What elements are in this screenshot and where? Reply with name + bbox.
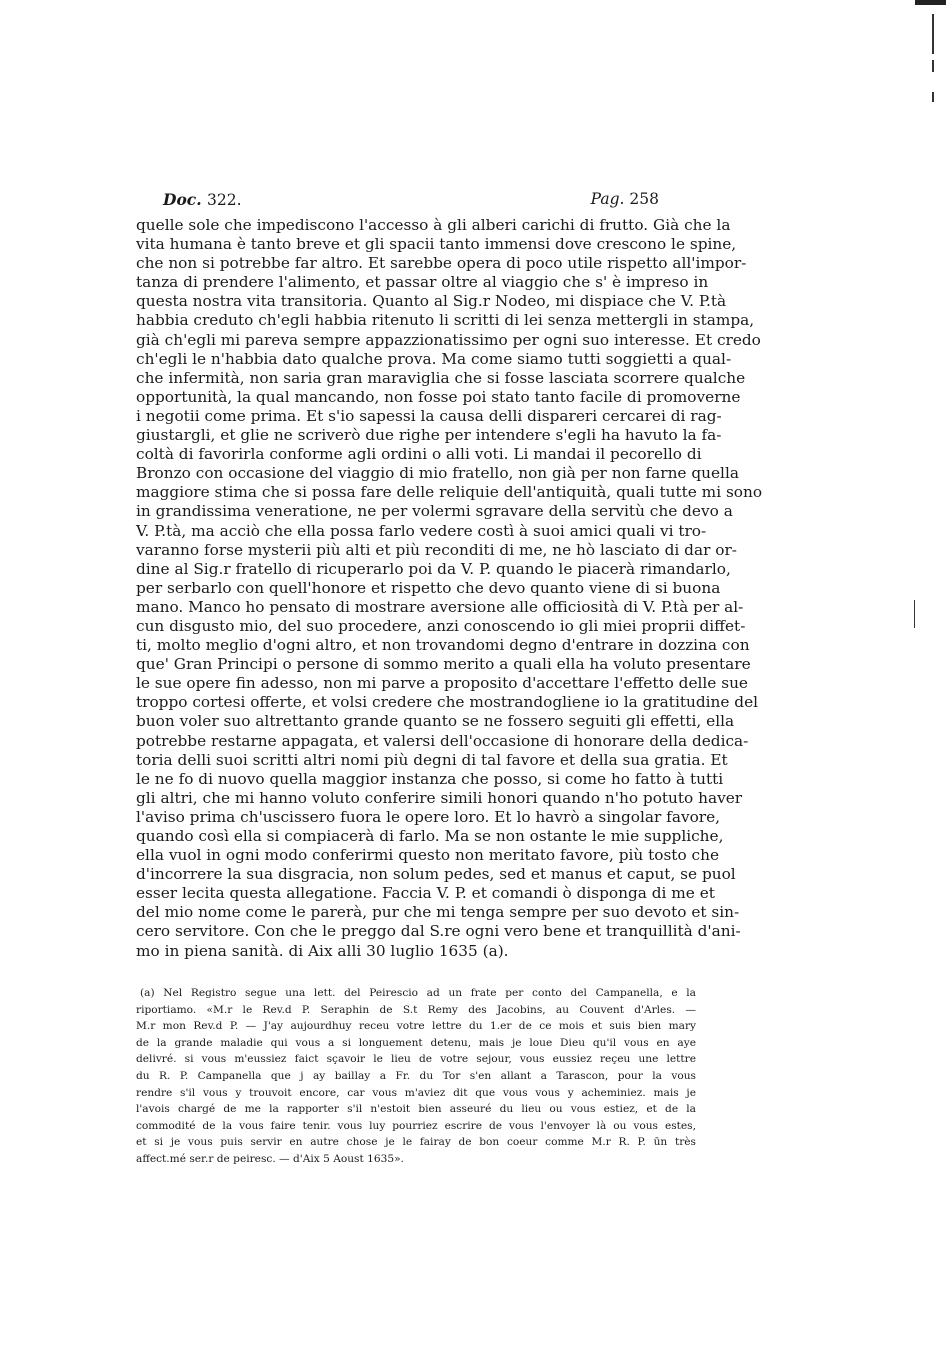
text-line: troppo cortesi offerte, et volsi credere che mostrandogliene io la gratitudine del — [136, 693, 759, 712]
footnote-line: M.r mon Rev.d P. — J'ay aujourdhuy receu votre lettre du 1.er de ce mois et suis bien mary — [136, 1020, 696, 1033]
text-line: ch'egli le n'habbia dato qualche prova. Ma come siamo tutti soggietti a qual- — [136, 349, 732, 368]
footnote-line: du R. P. Campanella que j ay baillay a Fr. du Tor s'en allant a Tarascon, pour la vous — [136, 1069, 696, 1082]
text-line: d'incorrere la sua disgracia, non solum pedes, sed et manus et caput, se puol — [136, 865, 736, 884]
text-line: già ch'egli mi pareva sempre appazzionatissimo per ogni suo interesse. Et credo — [136, 330, 761, 349]
text-line: cero servitore. Con che le preggo dal S.re ogni vero bene et tranquillità d'ani- — [136, 922, 741, 941]
text-line: quelle sole che impediscono l'accesso à gli alberi carichi di frutto. Già che la — [136, 216, 731, 234]
scan-edge-mark — [914, 600, 915, 628]
page-reference — [591, 190, 659, 208]
text-line: tanza di prendere l'alimento, et passar oltre al viaggio che s' è impreso in — [136, 273, 709, 292]
text-line: ella vuol in ogni modo conferirmi questo non meritato favore, più tosto che — [136, 846, 719, 865]
text-line: quando così ella si compiacerà di farlo. Ma se non ostante le mie suppliche, — [136, 827, 724, 845]
text-line: maggiore stima che si possa fare delle reliquie dell'antiquità, quali tutte mi sono — [136, 483, 763, 502]
document-reference — [163, 190, 242, 209]
text-line: i negotii come prima. Et s'io sapessi la causa delli dispareri cercarei di rag- — [136, 406, 722, 425]
text-line: V. P.tà, ma acciò che ella possa farlo vedere costì à suoi amici quali vi tro- — [136, 521, 707, 540]
page-label: Pag. — [590, 190, 625, 208]
text-line: per serbarlo con quell'honore et rispetto che devo quanto viene di si buona — [136, 578, 721, 597]
letter-body — [136, 216, 763, 961]
scan-edge-line — [932, 60, 934, 72]
text-line: questa nostra vita transitoria. Quanto al Sig.r Nodeo, mi dispiace che V. P.tà — [136, 292, 727, 311]
text-line: cun disgusto mio, del suo procedere, anzi conoscendo io gli miei proprii diffet- — [136, 616, 746, 635]
text-line: che non si potrebbe far altro. Et sarebbe opera di poco utile rispetto all'impor- — [136, 254, 747, 273]
footnote-line: et si je vous puis servir en autre chose je le fairay de bon coeur comme M.r R. P. ūn très — [136, 1136, 696, 1149]
footnote-line: (a) Nel Registro segue una lett. del Peirescio ad un frate per conto del Campanella, e la — [140, 987, 696, 999]
text-line: del mio nome come le parerà, pur che mi tenga sempre per suo devoto et sin- — [136, 903, 740, 922]
footnote-line: affect.mé ser.r de peiresc. — d'Aix 5 Aoust 1635». — [136, 1152, 404, 1165]
text-line: buon voler suo altrettanto grande quanto se ne fossero seguiti gli effetti, ella — [136, 712, 735, 731]
running-head — [163, 190, 663, 214]
text-line: ti, molto meglio d'ogni altro, et non trovandomi degno d'entrare in dozzina con — [136, 636, 750, 655]
text-line: giustargli, et glie ne scriverò due righe per intendere s'egli ha havuto la fa- — [136, 426, 722, 445]
text-line: le sue opere fin adesso, non mi parve a proposito d'accettare l'effetto delle sue — [136, 674, 748, 693]
text-line: mo in piena sanità. di Aix alli 30 luglio 1635 (a). — [136, 941, 509, 960]
footnote-line: riportiamo. «M.r le Rev.d P. Seraphin de S.t Remy des Jacobins, au Couvent d'Arles. — — [136, 1003, 696, 1016]
text-line: dine al Sig.r fratello di ricuperarlo poi da V. P. quando le piacerà rimandarlo, — [136, 559, 731, 578]
text-line: mano. Manco ho pensato di mostrare aversione alle officiosità di V. P.tà per al- — [136, 597, 744, 616]
text-line: opportunità, la qual mancando, non fosse poi stato tanto facile di promoverne — [136, 387, 741, 406]
scan-edge-line — [932, 14, 934, 54]
text-line: toria delli suoi scritti altri nomi più degni di tal favore et della sua gratia. Et — [136, 750, 728, 769]
text-line: Bronzo con occasione del viaggio di mio fratello, non già per non farne quella — [136, 464, 739, 483]
scan-edge-line — [932, 92, 934, 102]
footnote-line: de la grande maladie qui vous a si longuement detenu, mais je loue Dieu qu'il vous en aye — [136, 1036, 696, 1049]
doc-label: Doc. — [163, 190, 202, 209]
text-line: l'aviso prima ch'uscissero fuora le opere loro. Et lo havrò a singolar favore, — [136, 807, 721, 826]
text-line: que' Gran Principi o persone di sommo merito a quali ella ha voluto presentare — [136, 655, 751, 674]
text-line: potrebbe restarne appagata, et valersi dell'occasione di honorare della dedica- — [136, 731, 749, 750]
text-line: vita humana è tanto breve et gli spacii tanto immensi dove crescono le spine, — [136, 235, 737, 254]
text-line: coltà di favorirla conforme agli ordini o alli voti. Li mandai il pecorello di — [136, 445, 702, 464]
text-line: habbia creduto ch'egli habbia ritenuto li scritti di lei senza mettergli in stampa, — [136, 311, 755, 330]
footnote — [136, 985, 696, 1168]
text-line: le ne fo di nuovo quella maggior instanza che posso, si come ho fatto à tutti — [136, 769, 724, 788]
text-line: in grandissima veneratione, ne per volermi sgravare della servitù che devo a — [136, 502, 733, 521]
doc-number: 322. — [207, 191, 242, 209]
text-line: esser lecita questa allegatione. Faccia V. P. et comandi ò disponga di me et — [136, 884, 715, 903]
page-number: 258 — [629, 190, 659, 208]
footnote-line: commodité de la vous faire tenir. vous luy pourriez escrire de vous l'envoyer là ou vous estes, — [136, 1119, 696, 1132]
footnote-line: rendre s'il vous y trouvoit encore, car vous m'aviez dit que vous vous y acheminiez. mais je — [136, 1086, 696, 1099]
text-line: che infermità, non saria gran maraviglia che si fosse lasciata scorrere qualche — [136, 368, 746, 387]
footnote-line: l'avois chargé de me la rapporter s'il n'estoit bien asseuré du lieu ou vous estiez, et de la — [136, 1103, 696, 1116]
text-line: gli altri, che mi hanno voluto conferire simili honori quando n'ho potuto haver — [136, 788, 743, 807]
footnote-line: delivré. si vous m'eussiez faict sçavoir le lieu de votre sejour, vous eussiez reçeu une lettre — [136, 1053, 696, 1066]
text-line: varanno forse mysterii più alti et più reconditi di me, ne hò lasciato di dar or- — [136, 540, 737, 559]
scan-edge-corner — [915, 0, 946, 14]
